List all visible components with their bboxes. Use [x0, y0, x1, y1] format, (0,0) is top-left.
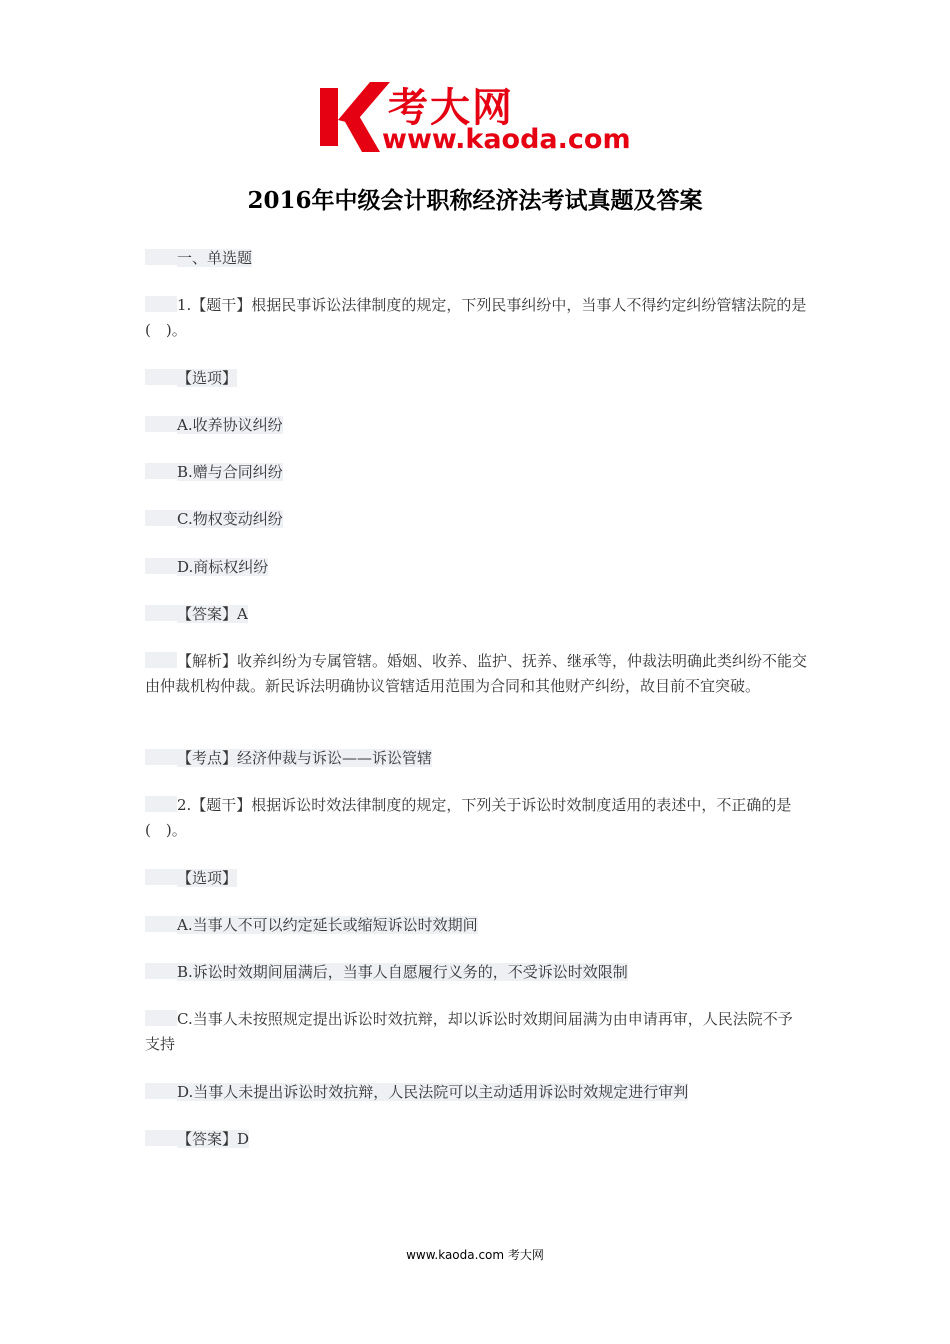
q2-option-b: B.诉讼时效期间届满后，当事人自愿履行义务的，不受诉讼时效限制: [145, 960, 807, 985]
q2-option-a: A.当事人不可以约定延长或缩短诉讼时效期间: [145, 913, 807, 938]
footer-brand: 考大网: [507, 1248, 544, 1262]
footer-url: www.kaoda.com: [406, 1248, 505, 1262]
q1-stem: 1.【题干】根据民事诉讼法律制度的规定，下列民事纠纷中，当事人不得约定纠纷管辖法院的是( )。: [145, 296, 807, 339]
q1-option-a: A.收养协议纠纷: [145, 413, 807, 438]
q2-answer: 【答案】D: [145, 1127, 807, 1152]
q1-analysis: 【解析】收养纠纷为专属管辖。婚姻、收养、监护、抚养、继承等，仲裁法明确此类纠纷不能交由仲裁机构仲裁。新民诉法明确协议管辖适用范围为合同和其他财产纠纷，故目前不宜突破。: [145, 652, 808, 695]
kaoda-logo: [318, 80, 638, 158]
page-title: 2016年中级会计职称经济法考试真题及答案: [247, 187, 703, 214]
q2-options-label: 【选项】: [145, 866, 807, 891]
q1-answer: 【答案】A: [145, 602, 807, 627]
logo-url-text: www.kaoda.com: [382, 124, 631, 155]
page-footer: [0, 1246, 950, 1263]
q1-option-c: C.物权变动纠纷: [145, 507, 807, 532]
q1-option-d: D.商标权纠纷: [145, 555, 807, 580]
q2-stem: 2.【题干】根据诉讼时效法律制度的规定，下列关于诉讼时效制度适用的表述中，不正确的是( )。: [145, 796, 792, 839]
section-heading: 一、单选题: [145, 246, 807, 271]
q1-options-label: 【选项】: [145, 366, 807, 391]
q2-option-c: C.当事人未按照规定提出诉讼时效抗辩，却以诉讼时效期间届满为由申请再审，人民法院不予支持: [145, 1010, 793, 1053]
q1-exam-point: 【考点】经济仲裁与诉讼——诉讼管辖: [145, 746, 807, 771]
q1-option-b: B.赠与合同纠纷: [145, 460, 807, 485]
logo-chinese-text: 考大网: [388, 85, 514, 131]
q2-option-d: D.当事人未提出诉讼时效抗辩，人民法院可以主动适用诉讼时效规定进行审判: [145, 1080, 807, 1105]
